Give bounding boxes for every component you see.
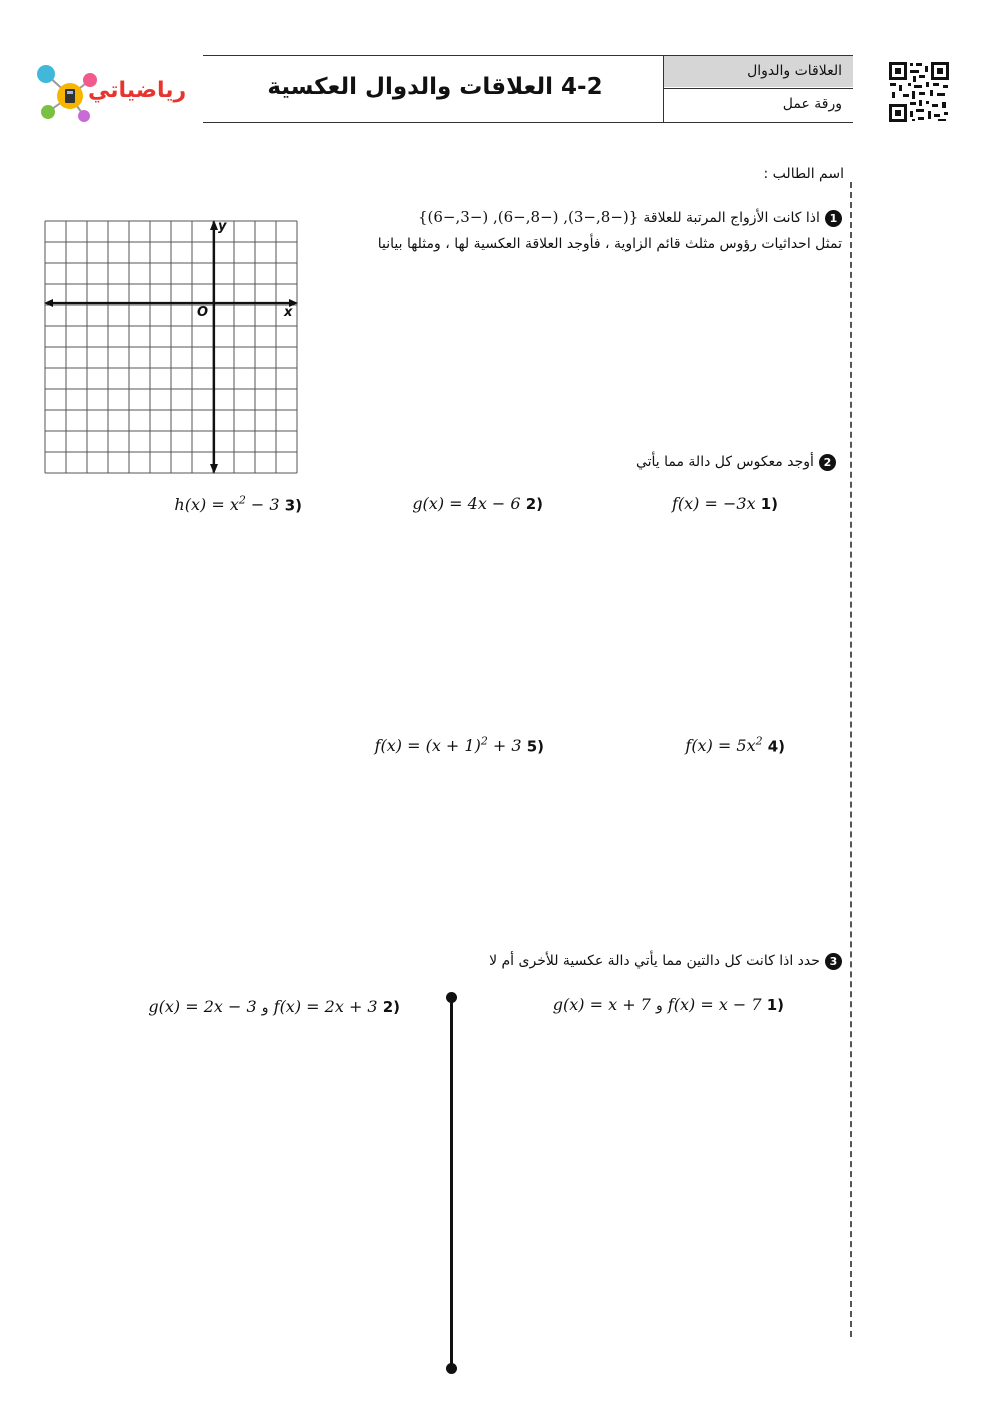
q1-line1	[418, 207, 842, 227]
q1-line2: تمثل احداثيات رؤوس مثلث قائم الزاوية ، فأوجد العلاقة العكسية لها ، ومثلها بيانيا	[377, 236, 842, 252]
q3-item-1-f: f(x) = x − 7	[667, 995, 762, 1014]
q3-item-2-number: (2	[382, 998, 400, 1016]
logo-text: رياضياتي	[88, 78, 187, 103]
q3-item-2-and: و	[261, 1000, 269, 1016]
q3-item-1-g: g(x) = x + 7	[552, 995, 651, 1014]
column-divider	[450, 997, 453, 1368]
q2-item-2-expr: g(x) = 4x − 6	[412, 494, 521, 513]
page-title: 4-2 العلاقات والدوال العكسية	[267, 74, 603, 100]
q2-heading	[636, 451, 836, 471]
q2-item-4	[685, 735, 785, 755]
q3-item-1	[553, 995, 784, 1014]
divider-top-dot	[446, 992, 457, 1003]
q2-item-5-expr: $f(x) = (x + 1)^2 + 3$	[374, 735, 522, 756]
header-bottom-border	[203, 122, 853, 123]
logo	[32, 58, 187, 128]
q2-item-4-expr: $f(x) = 5x^2$	[685, 735, 763, 756]
graph-y-label: y	[218, 219, 227, 234]
unit-label: العلاقات والدوال	[747, 63, 842, 79]
q2-item-3	[174, 494, 302, 514]
graph-x-label: x	[284, 305, 293, 320]
q2-item-1-expr: f(x) = −3x	[671, 494, 756, 513]
q2-bullet: 2	[819, 454, 836, 471]
q1-text: اذا كانت الأزواج المرتبة للعلاقة	[643, 210, 820, 226]
q3-item-2-f: f(x) = 2x + 3	[273, 997, 378, 1016]
q3-item-1-and: و	[655, 998, 663, 1014]
graph-origin-label: O	[197, 305, 209, 320]
cut-line	[850, 182, 852, 1337]
q2-item-3-number: (3	[284, 496, 302, 515]
q2-item-5	[375, 735, 544, 755]
q2-item-1-number: (1	[760, 495, 778, 513]
q3-item-1-number: (1	[766, 996, 784, 1014]
q3-bullet: 3	[825, 953, 842, 970]
q2-item-4-number: (4	[767, 737, 785, 756]
q2-item-5-number: (5	[526, 737, 544, 756]
sheet-type-label: ورقة عمل	[782, 96, 842, 112]
q1-set: {(−8,−3), (−8,−6), (−3,−6)}	[417, 208, 639, 226]
q3-heading	[489, 950, 842, 970]
q1-bullet: 1	[825, 210, 842, 227]
q2-item-1	[672, 494, 778, 513]
q3-item-2	[148, 997, 400, 1016]
divider-bottom-dot	[446, 1363, 457, 1374]
header-cell-divider	[664, 88, 853, 89]
q3-prompt: حدد اذا كانت كل دالتين مما يأتي دالة عكسية للأخرى أم لا	[489, 953, 820, 969]
q2-prompt: أوجد معكوس كل دالة مما يأتي	[635, 454, 814, 470]
q2-item-2	[412, 494, 543, 513]
q2-item-2-number: (2	[525, 495, 543, 513]
coordinate-grid[interactable]	[44, 219, 300, 476]
qr-code	[888, 61, 950, 123]
q3-item-2-g: g(x) = 2x − 3	[148, 997, 257, 1016]
student-name-label: اسم الطالب :	[763, 166, 844, 182]
q2-item-3-expr: $h(x) = x^2 - 3$	[174, 494, 280, 515]
